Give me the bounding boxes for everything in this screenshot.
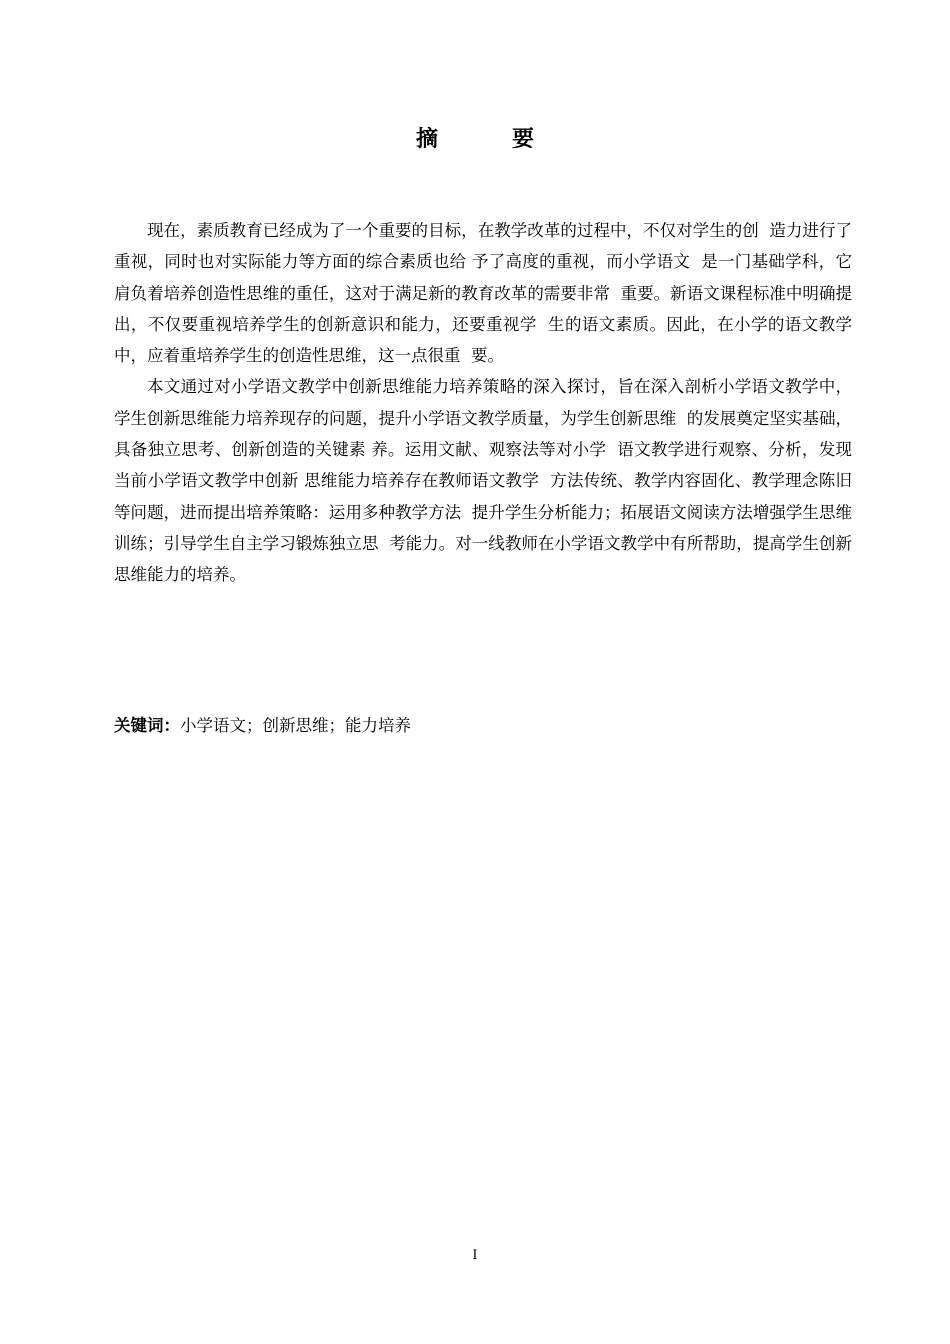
keywords-label: 关键词： [114, 716, 180, 735]
keywords-value: 小学语文；创新思维；能力培养 [180, 716, 411, 735]
keywords-line [114, 710, 852, 741]
page-number: I [472, 1248, 478, 1263]
abstract-paragraph-1: 现在，素质教育已经成为了一个重要的目标，在教学改革的过程中，不仅对学生的创 造力进行了重视，同时也对实际能力等方面的综合素质也给 予了高度的重视，而小学语文 是一门基础学科，它肩负着培养创造性思维的重任，这对于满足新的教育改革的需要非常 重要。新语文课程标准中明确提出，不仅要重视培养学生的创新意识和能力，还要重视学 生的语文素质。因此，在小学的语文教学中，应着重培养学生的创造性思维，这一点很重 要。 [114, 221, 852, 366]
abstract-paragraph-2: 本文通过对小学语文教学中创新思维能力培养策略的深入探讨，旨在深入剖析小学语文教学中，学生创新思维能力培养现存的问题，提升小学语文教学质量，为学生创新思维 的发展奠定坚实基础，具备独立思考、创新创造的关键素 养。运用文献、观察法等对小学 语文教学进行观察、分析，发现当前小学语文教学中创新 思维能力培养存在教师语文教学 方法传统、教学内容固化、教学理念陈旧等问题，进而提出培养策略：运用多种教学方法 提升学生分析能力；拓展语文阅读方法增强学生思维训练；引导学生自主学习锻炼独立思 考能力。对一线教师在小学语文教学中有所帮助，提高学生创新思维能力的培养。 [114, 377, 852, 585]
abstract-body [114, 215, 852, 591]
abstract-title: 摘 要 [415, 127, 560, 152]
